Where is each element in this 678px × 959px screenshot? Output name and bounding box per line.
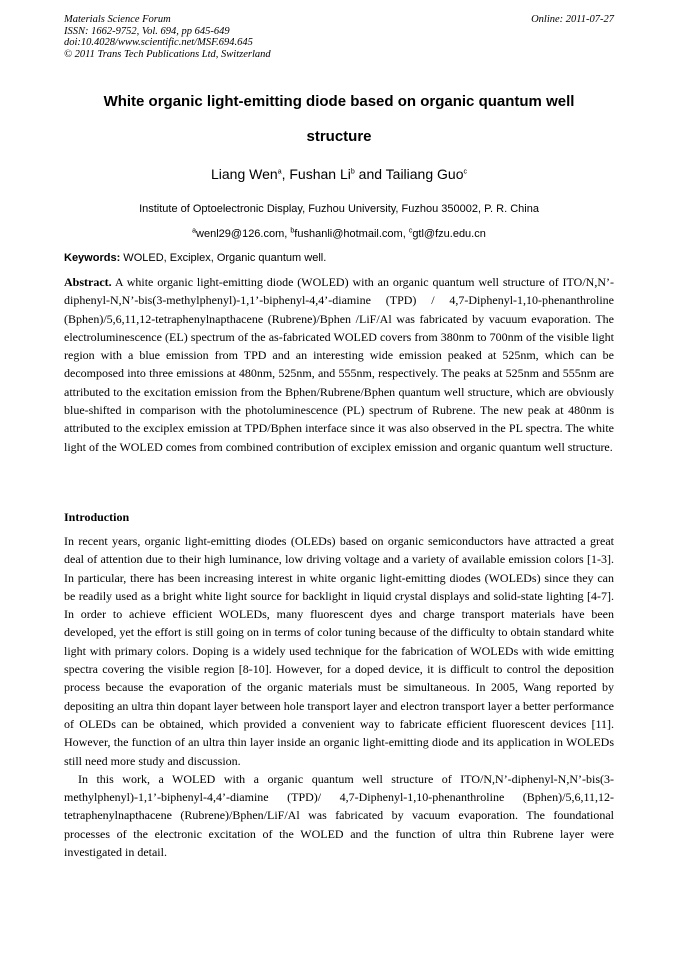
author-affil-mark: c xyxy=(463,168,467,176)
abstract-label: Abstract. xyxy=(64,275,112,289)
author-affil-mark: a xyxy=(277,168,282,176)
abstract xyxy=(64,273,614,456)
introduction-body xyxy=(64,532,614,861)
issn-line: ISSN: 1662-9752, Vol. 694, pp 645-649 xyxy=(64,25,230,37)
author-name: Liang Wen xyxy=(211,166,278,182)
paper-title-line-2: structure xyxy=(306,128,372,145)
author-emails: $^a$wenl29@126.com, $^b$fushanli@hotmail.com, $^c$gtl@fzu.edu.cn xyxy=(192,227,486,240)
email-address: fushanli@hotmail.com xyxy=(294,228,403,240)
author-affil-mark: b xyxy=(350,168,355,176)
journal-header xyxy=(64,14,271,60)
online-date: Online: 2011-07-27 xyxy=(531,14,614,25)
doi-line: doi:10.4028/www.scientific.net/MSF.694.645 xyxy=(64,37,253,48)
abstract-text: A white organic light-emitting diode (WOLED) with an organic quantum well structure of ITO/N,N’-diphenyl-N,N’-bis(3-methylphenyl)-1,1’-biphenyl-4,4’-diamine (TPD) / 4,7-Diphenyl-1,10-phenanthroline (Bphen)/5,6,11,12-tetraphenylnapthacene (Rubrene)/Bphen /LiF/Al was fabricated by vacuum evaporation. The electroluminescence (EL) spectrum of the as-fabricated WOLED covers from 380nm to 700nm of the visible light region with a blue emission from TPD and an interesting wide emission peaked at 525nm, which can be decomposed into three emissions at 480nm, 525nm, and 555nm, respectively. The peaks at 525nm and 555nm are attributed to the excitation emission from the Bphen/Rubrene/Bphen quantum well structure, which are obviously blue-shifted in comparison with the photoluminescence (PL) spectrum of Rubrene. The new peak at 480nm is attributed to the exciplex emission at TPD/Bphen interface since it was also observed in the PL spectra. The white light of the WOLED comes from combined contribution of exciplex emission and organic quantum well structure. xyxy=(64,275,614,454)
paper-title-line-1: White organic light-emitting diode based on organic quantum well xyxy=(103,93,575,110)
keywords-text: WOLED, Exciplex, Organic quantum well. xyxy=(120,252,327,264)
email-address: gtl@fzu.edu.cn xyxy=(412,228,486,240)
paragraph: In recent years, organic light-emitting diodes (OLEDs) based on organic semiconductors have attracted a great deal of attention due to their high luminance, low driving voltage and a variety of available emission colors [1-3]. In particular, there has been increasing interest in white organic light-emitting diodes (WOLEDs) since they can be readily used as a bright white light source for backlight in liquid crystal displays and solid-state lighting [4-7]. In order to achieve efficient WOLEDs, many fluorescent dyes and charge transport materials have been developed, yet the effort is still going on in terms of color tuning because of the difficulty to obtain standard white light with primary colors. Doping is a widely used technique for the fabrication of WOLEDs with wide emitting spectra covering the visible region [8-10]. However, for a doped device, it is difficult to control the deposition process because the evaporation of the organic materials must be simultaneous. In 2005, Wang reported by depositing an ultra thin dopant layer between hole transport layer and electron transport layer a better performance of OLEDs can be obtained, which provided a convenient way to fabricate efficient fluorescent devices [11]. However, the function of an ultra thin layer inside an organic light-emitting diode and its application in WOLEDs still need more study and discussion. xyxy=(64,534,614,768)
keywords xyxy=(64,252,614,264)
keywords-label: Keywords: xyxy=(64,252,121,264)
section-heading-introduction: Introduction xyxy=(64,510,130,524)
journal-name: Materials Science Forum xyxy=(64,14,171,25)
affiliation: Institute of Optoelectronic Display, Fuzhou University, Fuzhou 350002, P. R. China xyxy=(139,203,539,215)
author-list: Liang Wen$^a$, Fushan Li$^b$ and Tailiang Guo$^c$ xyxy=(211,166,467,182)
author-name: Fushan Li xyxy=(289,166,351,182)
copyright-line: © 2011 Trans Tech Publications Ltd, Switzerland xyxy=(64,48,271,60)
author-name: Tailiang Guo xyxy=(385,166,464,182)
email-address: wenl29@126.com xyxy=(196,228,285,240)
paragraph: In this work, a WOLED with a organic quantum well structure of ITO/N,N’-diphenyl-N,N’-bis(3-methylphenyl)-1,1’-biphenyl-4,4’-diamine (TPD)/ 4,7-Diphenyl-1,10-phenanthroline (Bphen)/5,6,11,12-tetraphenylnapthacene (Rubrene)/Bphen/LiF/Al was fabricated by vacuum evaporation. The foundational processes of the electronic excitation of the WOLED and the function of ultra thin Rubrene layer were investigated in detail. xyxy=(64,771,614,860)
